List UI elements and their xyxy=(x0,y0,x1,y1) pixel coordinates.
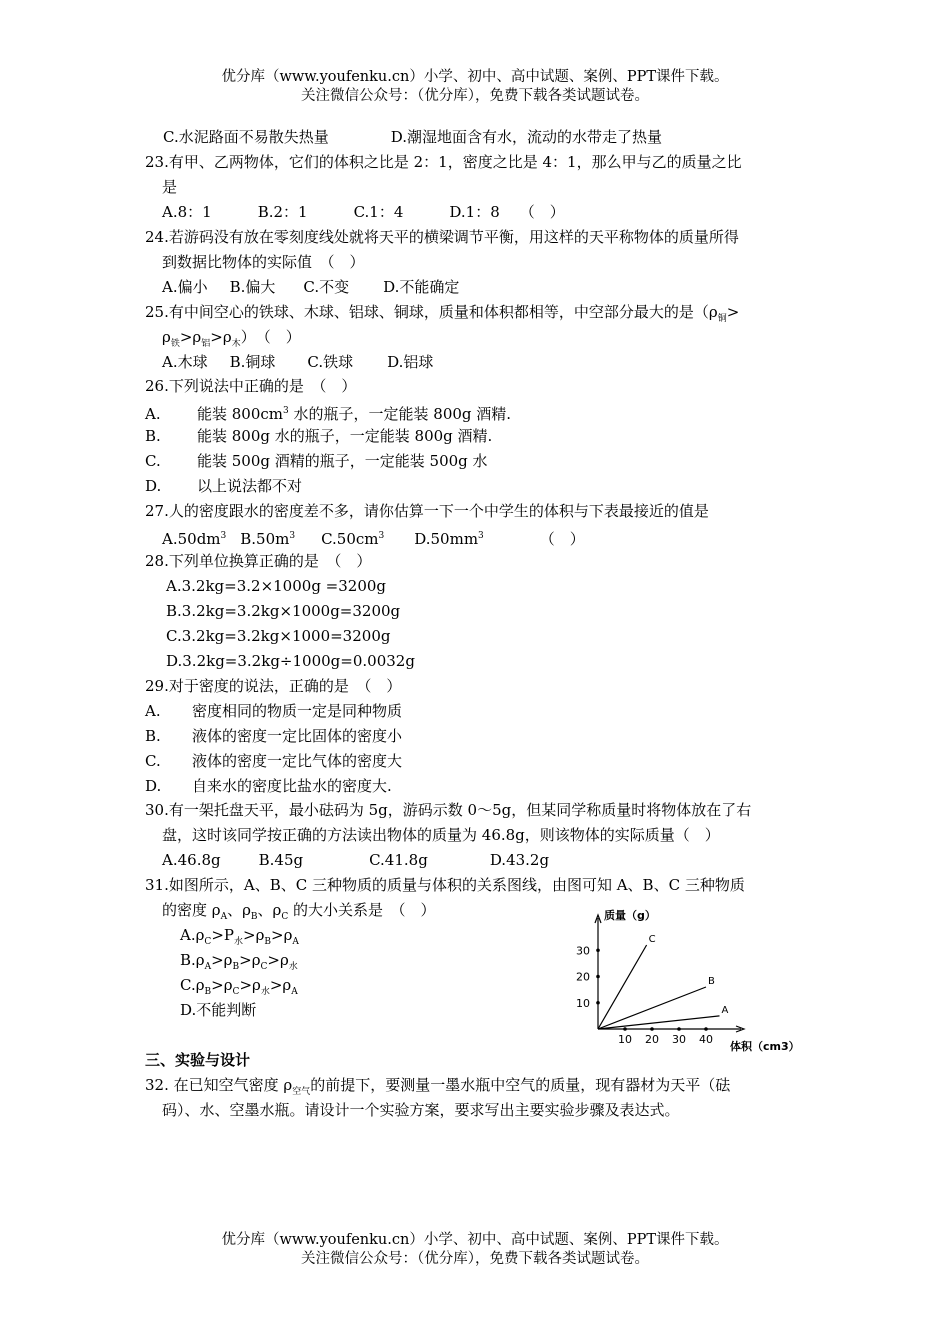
q22-option-c: C.水泥路面不易散失热量 xyxy=(163,128,329,146)
q24-option-c: C.不变 xyxy=(303,278,350,296)
q24-options xyxy=(162,275,459,299)
q25-sub-copper: 铜 xyxy=(717,314,727,324)
q26-option-b xyxy=(145,424,492,448)
q31-b-sub-water: 水 xyxy=(288,962,298,972)
q31-b-sub-c: C xyxy=(260,962,268,972)
q25-rho-al: ρ xyxy=(192,328,202,346)
q30-stem-2: 盘，这时该同学按正确的方法读出物体的质量为 46.8g，则该物体的实际质量（ ） xyxy=(162,826,720,844)
q28-option-c: C.3.2kg=3.2kg×1000=3200g xyxy=(166,627,391,645)
series-label-b: B xyxy=(708,976,715,987)
y-tick-label: 10 xyxy=(576,996,590,1010)
q28-stem: 28.下列单位换算正确的是 （ ） xyxy=(145,552,372,570)
q31-a-gt-2: >ρ xyxy=(271,926,293,944)
q27-sup-d: 3 xyxy=(478,531,484,541)
q31-b-gt-1: >ρ xyxy=(211,951,233,969)
q27-sup-a: 3 xyxy=(220,531,227,541)
q28-option-a: A.3.2kg=3.2×1000g =3200g xyxy=(166,577,387,595)
q27-stem: 27.人的密度跟水的密度差不多，请你估算一下一个中学生的体积与下表最接近的值是 xyxy=(145,502,709,520)
q26-option-d xyxy=(145,474,302,498)
q25-sub-aluminum: 铝 xyxy=(201,339,211,349)
q25-gt-2: > xyxy=(179,328,193,346)
chart-x-label: 体积（cm3） xyxy=(730,1040,800,1053)
q26-option-c-text: 能装 500g 酒精的瓶子，一定能装 500g 水 xyxy=(197,452,488,470)
q31-b-gt-2: >ρ xyxy=(239,951,261,969)
q25-option-c: C.铁球 xyxy=(307,353,354,371)
footer-line-1: 优分库（www.youfenku.cn）小学、初中、高中试题、案例、PPT课件下载。 xyxy=(221,1232,729,1248)
q29-stem: 29.对于密度的说法，正确的是 （ ） xyxy=(145,677,402,695)
chart-series xyxy=(598,945,720,1029)
q31-option-d: D.不能判断 xyxy=(180,1001,257,1019)
q24-option-b: B.偏大 xyxy=(229,278,276,296)
q26-option-b-text: 能装 800g 水的瓶子，一定能装 800g 酒精. xyxy=(197,427,493,445)
q23-options xyxy=(162,200,565,224)
q29-option-d xyxy=(145,774,392,798)
q27-answer-paren: （ ） xyxy=(539,530,585,548)
q25-rho-fe: ρ xyxy=(162,328,171,346)
q29-letter-d: D. xyxy=(145,777,162,795)
q23-option-d: D.1：8 xyxy=(449,203,500,221)
series-line-c xyxy=(598,945,647,1029)
q25-options xyxy=(162,350,433,374)
q30-option-c: C.41.8g xyxy=(369,851,428,869)
footer-line-2: 关注微信公众号：（优分库），免费下载各类试题试卷。 xyxy=(301,1251,649,1267)
q26-stem: 26.下列说法中正确的是 （ ） xyxy=(145,377,357,395)
q30-stem-1: 30.有一架托盘天平，最小砝码为 5g，游码示数 0～5g，但某同学称质量时将物体放在了右 xyxy=(145,801,752,819)
q27-options xyxy=(162,524,585,551)
y-tick-label: 20 xyxy=(576,970,590,984)
q26-option-c xyxy=(145,449,488,473)
q29-option-b xyxy=(145,724,402,748)
q29-option-d-text: 自来水的密度比盐水的密度大. xyxy=(192,777,392,795)
q31-sub-a: A xyxy=(220,912,228,922)
q26-option-a xyxy=(145,399,511,426)
q23-option-b: B.2：1 xyxy=(257,203,308,221)
q29-option-a xyxy=(145,699,402,723)
q29-letter-b: B. xyxy=(145,727,161,745)
q31-c-sub-b: B xyxy=(204,987,212,997)
q24-stem-1: 24.若游码没有放在零刻度线处就将天平的横梁调节平衡，用这样的天平称物体的质量所得 xyxy=(145,228,739,246)
q23-stem-2: 是 xyxy=(162,178,178,196)
q24-stem-2: 到数据比物体的实际值 （ ） xyxy=(162,253,365,271)
q32-stem-2: 码）、水、空墨水瓶。请设计一个实验方案，要求写出主要实验步骤及表达式。 xyxy=(162,1101,680,1119)
q26-letter-a: A. xyxy=(145,405,161,423)
mass-volume-chart xyxy=(570,905,815,1055)
section-3-title: 三、实验与设计 xyxy=(145,1051,251,1069)
q26-letter-d: D. xyxy=(145,477,162,495)
q31-sep-2: 、ρ xyxy=(257,901,282,919)
q31-c-sub-c: C xyxy=(232,987,240,997)
q29-option-c-text: 液体的密度一定比气体的密度大 xyxy=(192,752,403,770)
q31-stem-2-tail: 的大小关系是 （ ） xyxy=(288,901,436,919)
q31-c-gt-2: >ρ xyxy=(239,976,261,994)
q22-option-d: D.潮湿地面含有水，流动的水带走了热量 xyxy=(390,128,662,146)
x-tick-label: 40 xyxy=(699,1033,713,1046)
q25-option-b: B.铜球 xyxy=(229,353,276,371)
q31-c-rho: C.ρ xyxy=(180,976,205,994)
q31-sub-c: C xyxy=(281,912,289,922)
q31-a-rho: A.ρ xyxy=(180,926,205,944)
q25-sub-iron: 铁 xyxy=(170,339,180,349)
q29-letter-a: A. xyxy=(145,702,161,720)
y-tick-dot xyxy=(596,1001,600,1005)
q31-b-sub-a: A xyxy=(204,962,212,972)
q31-stem-2-text: 的密度 ρ xyxy=(162,901,221,919)
q29-letter-c: C. xyxy=(145,752,161,770)
series-label-c: C xyxy=(648,934,656,945)
q23-answer-paren: （ ） xyxy=(519,203,565,221)
q26-option-d-text: 以上说法都不对 xyxy=(197,477,303,495)
q30-options xyxy=(162,848,549,872)
q26-letter-c: C. xyxy=(145,452,161,470)
q25-rho-wood: ρ xyxy=(222,328,232,346)
q31-a-gt-1: >ρ xyxy=(243,926,265,944)
q32-stem-text-2: 的前提下，要测量一墨水瓶中空气的质量，现有器材为天平（砝 xyxy=(310,1076,731,1094)
q26-option-a-text-2: 水的瓶子，一定能装 800g 酒精. xyxy=(288,405,512,423)
q31-c-gt-1: >ρ xyxy=(211,976,233,994)
q27-option-b: B.50m xyxy=(240,530,290,548)
q27-sup-b: 3 xyxy=(289,531,296,541)
q31-sub-b: B xyxy=(250,912,258,922)
q24-option-a: A.偏小 xyxy=(162,278,208,296)
q25-option-d: D.铝球 xyxy=(387,353,434,371)
q25-gt-1: > xyxy=(726,303,740,321)
q25-gt-3: > xyxy=(210,328,223,346)
q23-stem-1: 23.有甲、乙两物体，它们的体积之比是 2：1，密度之比是 4：1，那么甲与乙的质量之比 xyxy=(145,153,742,171)
q32-stem-text: 32. 在已知空气密度 ρ xyxy=(145,1076,293,1094)
x-tick-dot xyxy=(704,1027,708,1031)
q31-b-sub-b: B xyxy=(232,962,240,972)
q31-a-p: >P xyxy=(211,926,234,944)
q32-sub-air: 空气 xyxy=(292,1087,311,1097)
q31-a-sub-b: B xyxy=(264,937,272,947)
q31-stem-1: 31.如图所示，A、B、C 三种物质的质量与体积的关系图线，由图可知 A、B、C 三种物质 xyxy=(145,876,745,894)
q31-c-sub-a: A xyxy=(291,987,298,997)
q26-option-a-sup: 3 xyxy=(283,406,289,416)
q31-a-sub-water: 水 xyxy=(233,937,243,947)
q27-sup-c: 3 xyxy=(378,531,385,541)
y-tick-label: 30 xyxy=(576,944,590,958)
q23-option-c: C.1：4 xyxy=(353,203,404,221)
q31-c-gt-3: >ρ xyxy=(269,976,292,994)
q30-option-d: D.43.2g xyxy=(489,851,550,869)
q27-option-c: C.50cm xyxy=(321,530,379,548)
q30-option-b: B.45g xyxy=(258,851,304,869)
q31-b-rho: B.ρ xyxy=(180,951,205,969)
q25-option-a: A.木球 xyxy=(162,353,208,371)
q29-option-b-text: 液体的密度一定比固体的密度小 xyxy=(192,727,403,745)
y-tick-dot xyxy=(596,948,600,952)
header-line-2: 关注微信公众号：（优分库），免费下载各类试题试卷。 xyxy=(301,88,649,104)
q25-answer-paren: ） （ ） xyxy=(240,328,301,346)
q25-stem-text: 25.有中间空心的铁球、木球、铝球、铜球，质量和体积都相等，中空部分最大的是（ρ xyxy=(145,303,718,321)
header-line-1: 优分库（www.youfenku.cn）小学、初中、高中试题、案例、PPT课件下载。 xyxy=(221,69,729,85)
x-tick-dot xyxy=(623,1027,627,1031)
q30-option-a: A.46.8g xyxy=(162,851,221,869)
q28-option-b: B.3.2kg=3.2kg×1000g=3200g xyxy=(166,602,401,620)
q26-option-a-text: 能装 800cm xyxy=(197,405,284,423)
q31-sep-1: 、ρ xyxy=(227,901,251,919)
q31-a-sub-c: C xyxy=(204,937,212,947)
q26-letter-b: B. xyxy=(145,427,161,445)
x-tick-dot xyxy=(677,1027,681,1031)
x-tick-label: 30 xyxy=(672,1033,686,1046)
x-tick-dot xyxy=(650,1027,654,1031)
q23-option-a: A.8：1 xyxy=(162,203,212,221)
q31-c-sub-water: 水 xyxy=(260,987,270,997)
q31-a-sub-a: A xyxy=(292,937,299,947)
q29-option-c xyxy=(145,749,402,773)
chart-y-label: 质量（g） xyxy=(604,909,656,922)
y-tick-dot xyxy=(596,975,600,979)
q29-option-a-text: 密度相同的物质一定是同种物质 xyxy=(192,702,403,720)
series-label-a: A xyxy=(721,1004,729,1016)
q24-option-d: D.不能确定 xyxy=(383,278,460,296)
q22-options xyxy=(163,125,662,149)
q28-option-d: D.3.2kg=3.2kg÷1000g=0.0032g xyxy=(166,652,415,670)
q25-sub-wood: 木 xyxy=(231,339,241,349)
x-tick-label: 10 xyxy=(618,1033,632,1046)
q31-b-gt-3: >ρ xyxy=(267,951,289,969)
q27-option-a: A.50dm xyxy=(162,530,221,548)
x-tick-label: 20 xyxy=(645,1033,659,1046)
q27-option-d: D.50mm xyxy=(414,530,479,548)
